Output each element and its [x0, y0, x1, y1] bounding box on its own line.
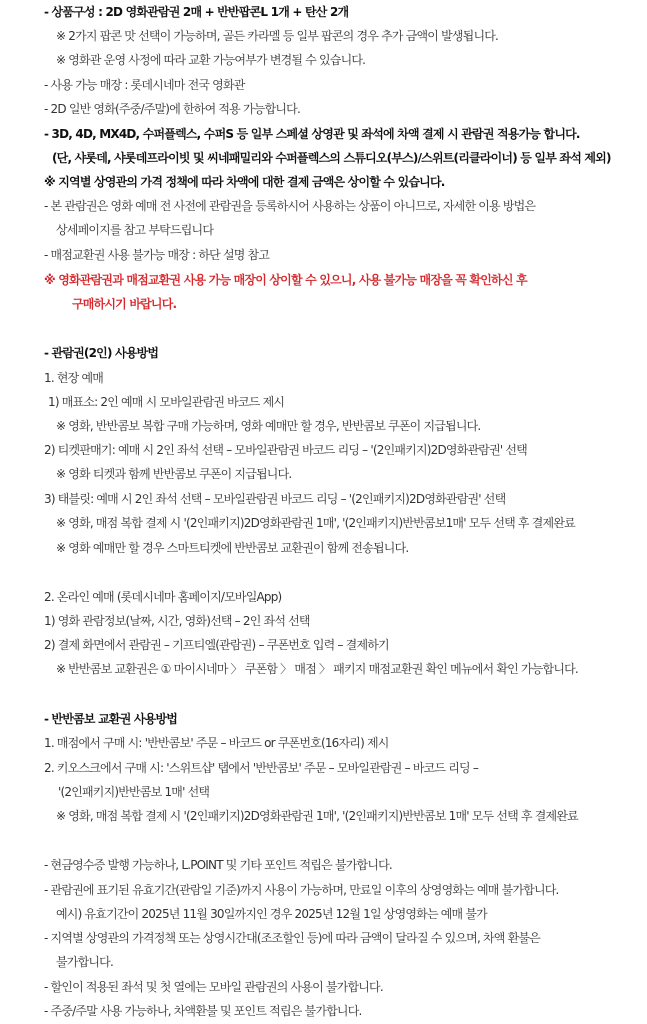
weekday-weekend-note: - 주중/주말 사용 가능하나, 차액환불 및 포인트 적립은 불가합니다.: [44, 1004, 362, 1018]
price-policy-note: ※ 지역별 상영관의 가격 정책에 따라 차액에 대한 결제 금액은 상이할 수 있습니다.: [44, 175, 445, 189]
validity-note: - 관람권에 표기된 유효기간(관람일 기준)까지 사용이 가능하며, 만료일 이후의 상영영화는 예매 불가합니다.: [44, 883, 559, 897]
product-composition: - 상품구성 : 2D 영화관람권 2매 + 반반팝콘L 1개 + 탄산 2개: [44, 5, 349, 19]
available-stores: - 사용 가능 매장 : 롯데시네마 전국 영화관: [44, 78, 245, 92]
ticket-usage-heading: - 관람권(2인) 사용방법: [44, 346, 159, 360]
online-step-1: 1) 영화 관람정보(날짜, 시간, 영화)선택 – 2인 좌석 선택: [44, 614, 310, 628]
2d-only-note: - 2D 일반 영화(주중/주말)에 한하여 적용 가능합니다.: [44, 102, 300, 116]
box-office-step: 1) 매표소: 2인 예매 시 모바일관람권 바코드 제시: [48, 395, 285, 409]
regional-price-note: - 지역별 상영관의 가격정책 또는 상영시간대(조조할인 등)에 따라 금액이 달라질 수 있으며, 차액 환불은: [44, 931, 540, 945]
combo-step-2: 2. 키오스크에서 구매 시: '스위트샵' 탭에서 '반반콤보' 주문 – 모바일관람권 – 바코드 리딩 –: [44, 761, 479, 775]
box-office-note: ※ 영화, 반반콤보 복합 구매 가능하며, 영화 예매만 할 경우, 반반콤보 쿠폰이 지급됩니다.: [56, 419, 481, 433]
registration-note: - 본 관람권은 영화 예매 전 사전에 관람권을 등록하시어 사용하는 상품이 아니므로, 자세한 이용 방법은: [44, 199, 536, 213]
warning-note-cont: 구매하시기 바랍니다.: [72, 297, 177, 311]
registration-note-cont: 상세페이지를 참고 부탁드립니다: [56, 223, 214, 237]
unavailable-stores: - 매점교환권 사용 불가능 매장 : 하단 설명 참고: [44, 248, 270, 262]
special-hall-note: - 3D, 4D, MX4D, 수퍼플렉스, 수퍼S 등 일부 스페셜 상영관 및 좌석에 차액 결제 시 관람권 적용가능 합니다.: [44, 127, 580, 141]
online-step-2: 2) 결제 화면에서 관람권 – 기프티엘(관람권) – 쿠폰번호 입력 – 결제하기: [44, 638, 389, 652]
online-note: ※ 반반콤보 교환권은 ① 마이시네마 〉 쿠폰함 〉 매점 〉 패키지 매점교환권 확인 메뉴에서 확인 가능합니다.: [56, 662, 578, 676]
regional-price-note-cont: 불가합니다.: [56, 955, 113, 969]
warning-note: ※ 영화관람권과 매점교환권 사용 가능 매장이 상이할 수 있으니, 사용 불가능 매장을 꼭 확인하신 후: [44, 273, 527, 287]
validity-example: 예시) 유효기간이 2025년 11월 30일까지인 경우 2025년 12월 1일 상영영화는 예매 불가: [56, 907, 487, 921]
discount-seat-note: - 할인이 적용된 좌석 및 첫 열에는 모바일 관람권의 사용이 불가합니다.: [44, 980, 383, 994]
kiosk-note: ※ 영화 티켓과 함께 반반콤보 쿠폰이 지급됩니다.: [56, 467, 292, 481]
tablet-note-1: ※ 영화, 매점 복합 결제 시 '(2인패키지)2D영화관람권 1매', '(2인패키지)반반콤보1매' 모두 선택 후 결제완료: [56, 516, 575, 530]
special-hall-exception: (단, 샤롯데, 샤롯데프라이빗 및 씨네패밀리와 수퍼플렉스의 스튜디오(부스)/스위트(리클라이너) 등 일부 좌석 제외): [52, 151, 611, 165]
popcorn-note: ※ 2가지 팝콘 맛 선택이 가능하며, 골든 카라멜 등 일부 팝콘의 경우 추가 금액이 발생됩니다.: [56, 29, 499, 43]
online-booking: 2. 온라인 예매 (롯데시네마 홈페이지/모바일App): [44, 590, 282, 604]
onsite-booking: 1. 현장 예매: [44, 371, 104, 385]
kiosk-step: 2) 티켓판매기: 예매 시 2인 좌석 선택 – 모바일관람권 바코드 리딩 – '(2인패키지)2D영화관람권' 선택: [44, 443, 527, 457]
receipt-note: - 현금영수증 발행 가능하나, L.POINT 및 기타 포인트 적립은 불가합니다.: [44, 858, 392, 872]
combo-note: ※ 영화, 매점 복합 결제 시 '(2인패키지)2D영화관람권 1매', '(2인패키지)반반콤보 1매' 모두 선택 후 결제완료: [56, 809, 578, 823]
tablet-step: 3) 태블릿: 예매 시 2인 좌석 선택 – 모바일관람권 바코드 리딩 – '(2인패키지)2D영화관람권' 선택: [44, 492, 506, 506]
combo-step-1: 1. 매점에서 구매 시: '반반콤보' 주문 – 바코드 or 쿠폰번호(16자리) 제시: [44, 736, 389, 750]
exchange-note: ※ 영화관 운영 사정에 따라 교환 가능여부가 변경될 수 있습니다.: [56, 53, 366, 67]
combo-usage-heading: - 반반콤보 교환권 사용방법: [44, 712, 178, 726]
tablet-note-2: ※ 영화 예매만 할 경우 스마트티켓에 반반콤보 교환권이 함께 전송됩니다.: [56, 541, 409, 555]
combo-step-2-cont: '(2인패키지)반반콤보 1매' 선택: [58, 785, 210, 799]
